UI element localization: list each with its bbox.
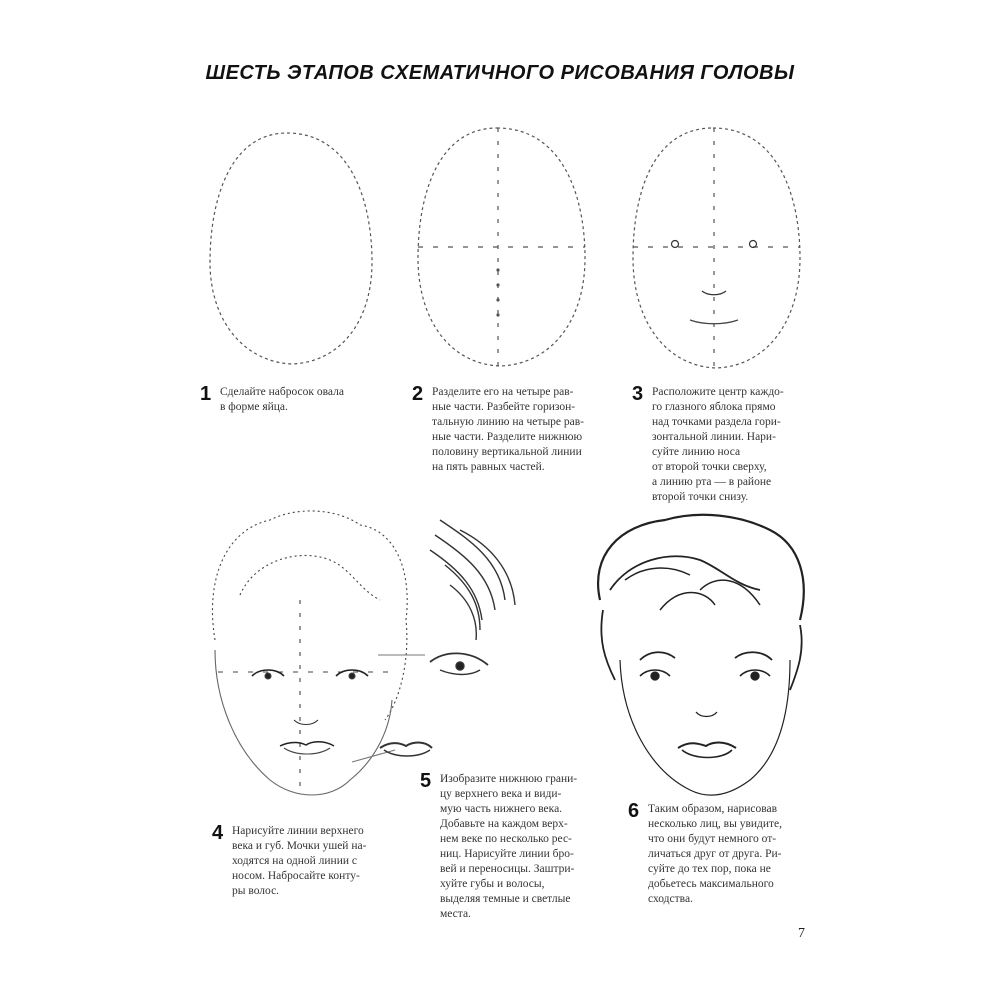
page-number: 7 [798,926,805,941]
detail-sketches-step-5 [380,520,515,756]
head-oval-step-1 [210,133,372,364]
step-text: Сделайте набросок овала в форме яйца. [220,386,344,413]
step-number: 3 [632,383,644,405]
step-number: 4 [212,822,224,844]
step-text: Таким образом, нарисовав несколько лиц, вы увидите, что они будут немного от- личаться друг от друга. Ри- суйте до тех пор, пока не добьетесь максимального сходства. [648,803,783,905]
step-text: Нарисуйте линии верхнего века и губ. Мочки ушей на- ходятся на одной линии с носом. Набросайте конту- ры волос. [232,825,367,897]
head-oval-step-2 [418,128,585,366]
finished-head-step-6 [598,515,804,795]
step-number: 6 [628,800,640,822]
step-text: Изобразите нижнюю грани- цу верхнего века и види- мую часть нижнего века. Добавьте на каждом верх- нем веке по несколько рес- ниц. Нарисуйте линии бро- вей и переносицы. Заштри- хуйте губы и волосы, выделяя темные и светлые места. [440,773,578,920]
step-number: 1 [200,383,212,405]
step-number: 2 [412,383,424,405]
page-title: ШЕСТЬ ЭТАПОВ СХЕМАТИЧНОГО РИСОВАНИЯ ГОЛОВЫ [205,62,795,84]
step-number: 5 [420,770,432,792]
head-oval-step-3 [633,128,800,368]
step-text: Расположите центр каждо- го глазного яблока прямо над точками раздела гори- зонтальной линии. Нари- суйте линию носа от второй точки сверху, а линию рта — в районе второй точки снизу. [652,386,784,503]
face-sketch-step-4 [212,511,425,795]
step-text: Разделите его на четыре рав- ные части. Разбейте горизон- тальную линию на четыре рав- ные части. Разделите нижнюю половину вертикальной линии на пять равных частей. [432,386,585,473]
